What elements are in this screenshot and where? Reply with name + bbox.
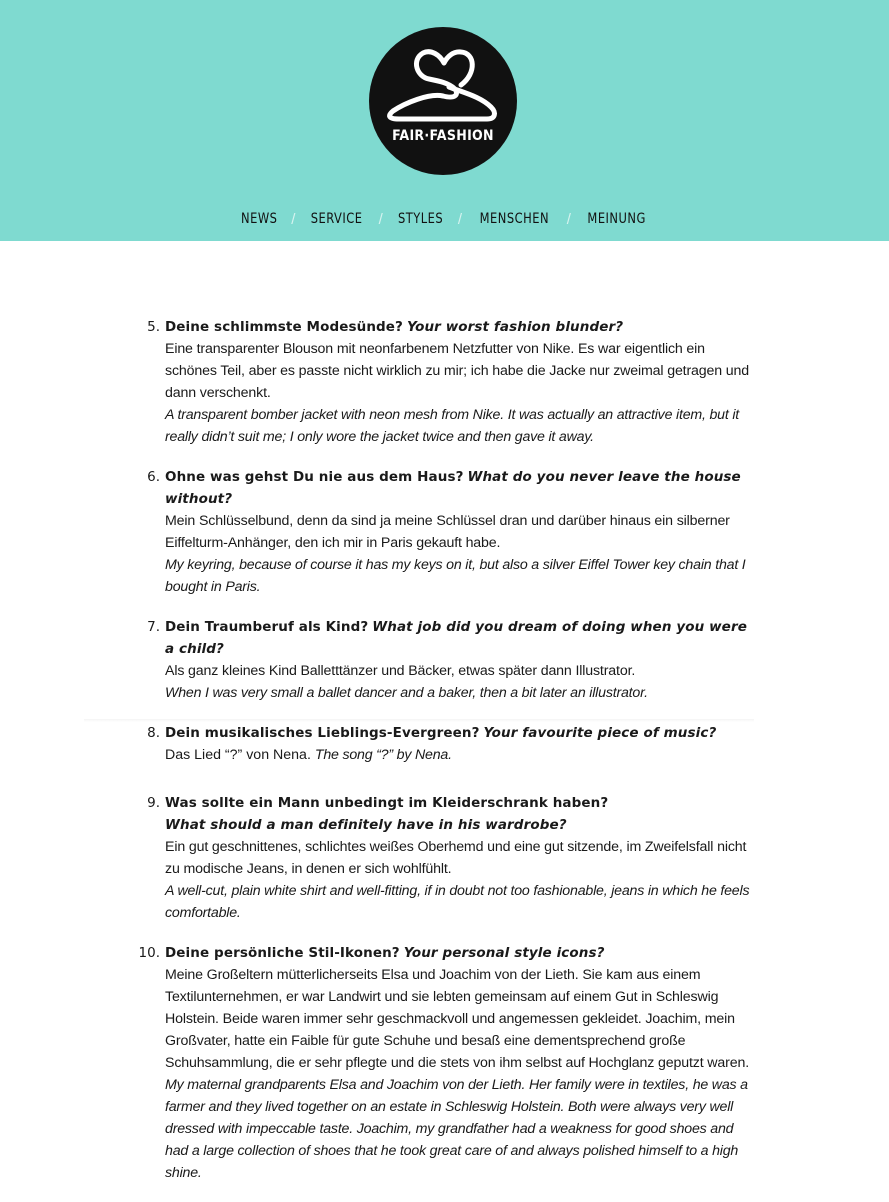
nav-separator: / (457, 210, 463, 228)
answer-de: Als ganz kleines Kind Balletttänzer und Bäcker, etwas später dann Illustrator. (165, 663, 636, 679)
question-en: What do you never leave the house without? (165, 469, 741, 507)
qa-item-8 (136, 722, 756, 766)
answer-en: A transparent bomber jacket with neon mesh from Nike. It was actually an attractive item, but it really didn’t suit me; I only wore the jacket twice and then gave it away. (165, 407, 740, 445)
question-en: Your favourite piece of music? (483, 725, 717, 741)
qa-item-9 (136, 792, 756, 924)
nav-item-meinung[interactable]: MEINUNG (587, 211, 646, 227)
question-en: Your worst fashion blunder? (406, 319, 624, 335)
nav-separator: / (291, 210, 296, 228)
qa-number: 7. (147, 619, 160, 635)
answer-en: A well-cut, plain white shirt and well-fitting, if in doubt not too fashionable, jeans in which he feels comfortable. (165, 883, 750, 921)
qa-number: 6. (147, 469, 160, 485)
qa-item-6 (136, 466, 756, 598)
qa-number: 8. (147, 725, 160, 741)
nav-item-news[interactable]: NEWS (240, 211, 278, 227)
answer-de: Mein Schlüsselbund, denn da sind ja meine Schlüssel dran und darüber hinaus ein silberner Eiffelturm-Anhänger, den ich mir in Paris gekauft habe. (165, 513, 730, 551)
answer-en: My keyring, because of course it has my keys on it, but also a silver Eiffel Tower key chain that I bought in Paris. (165, 557, 746, 595)
main-nav (0, 207, 889, 231)
nav-item-service[interactable]: SERVICE (311, 211, 363, 227)
answer-de: Das Lied “?” von Nena. (165, 747, 311, 763)
answer-en: The song “?” by Nena. (314, 747, 452, 763)
question (165, 722, 756, 744)
logo-link[interactable] (369, 27, 517, 175)
question-en: Your personal style icons? (403, 945, 605, 961)
section-divider (84, 719, 754, 722)
answer-en: When I was very small a ballet dancer and a baker, then a bit later an illustrator. (165, 685, 648, 701)
question (165, 616, 756, 660)
qa-number: 9. (147, 795, 160, 811)
qa-item-10 (136, 942, 756, 1184)
qa-number: 5. (147, 319, 160, 335)
question-de: Dein Traumberuf als Kind? (165, 619, 369, 635)
qa-number: 10. (138, 945, 160, 961)
qa-item-5 (136, 316, 756, 448)
question-de: Ohne was gehst Du nie aus dem Haus? (165, 469, 464, 485)
logo-wordmark: FAIR·FASHION (392, 128, 494, 144)
qa-item-7 (136, 616, 756, 704)
answer-de: Ein gut geschnittenes, schlichtes weißes Oberhemd und eine gut sitzende, im Zweifelsfall nicht zu modische Jeans, in denen er sich wohlfühlt. (165, 839, 747, 877)
answer-de: Meine Großeltern mütterlicherseits Elsa und Joachim von der Lieth. Sie kam aus einem Textilunternehmen, er war Landwirt und sie lebten gemeinsam auf einem Gut in Schleswig Holstein. Beide waren immer sehr geschmackvoll und angemessen gekleidet. Joachim, mein Großvater, hatte ein Faible für gute Schuhe und besaß eine dementsprechend große Schuhsammlung, die er sehr pflegte und die stets von ihm selbst auf Hochglanz geputzt waren. (165, 967, 749, 1071)
nav-item-menschen[interactable]: MENSCHEN (479, 211, 550, 227)
nav-separator: / (566, 210, 571, 228)
question-de: Dein musikalisches Lieblings-Evergreen? (165, 725, 480, 741)
answer (165, 744, 756, 766)
nav-separator: / (378, 210, 383, 228)
question (165, 942, 756, 964)
answer-de: Eine transparenter Blouson mit neonfarbenem Netzfutter von Nike. Es war eigentlich ein schönes Teil, aber es passte nicht wirklich zu mir; ich habe die Jacke nur zweimal getragen und dann verschenkt. (165, 341, 750, 401)
question-en: What should a man definitely have in his wardrobe? (165, 817, 567, 833)
question-de: Deine schlimmste Modesünde? (165, 319, 403, 335)
answer-en: My maternal grandparents Elsa and Joachim von der Lieth. Her family were in textiles, he was a farmer and they lived together on an estate in Schleswig Holstein. Both were always very well dressed with impeccable taste. Joachim, my grandfather had a weakness for good shoes and had a large collection of shoes that he took great care of and always polished himself to a high shine. (165, 1077, 748, 1181)
question-en: What job did you dream of doing when you were a child? (165, 619, 747, 657)
question (165, 316, 756, 338)
question-de: Deine persönliche Stil-Ikonen? (165, 945, 400, 961)
nav-item-styles[interactable]: STYLES (397, 211, 443, 227)
hanger-heart-icon (369, 27, 517, 175)
question-de: Was sollte ein Mann unbedingt im Kleiderschrank haben? (165, 795, 609, 811)
question (165, 466, 756, 510)
interview-content (136, 316, 756, 1202)
site-header (0, 0, 889, 241)
